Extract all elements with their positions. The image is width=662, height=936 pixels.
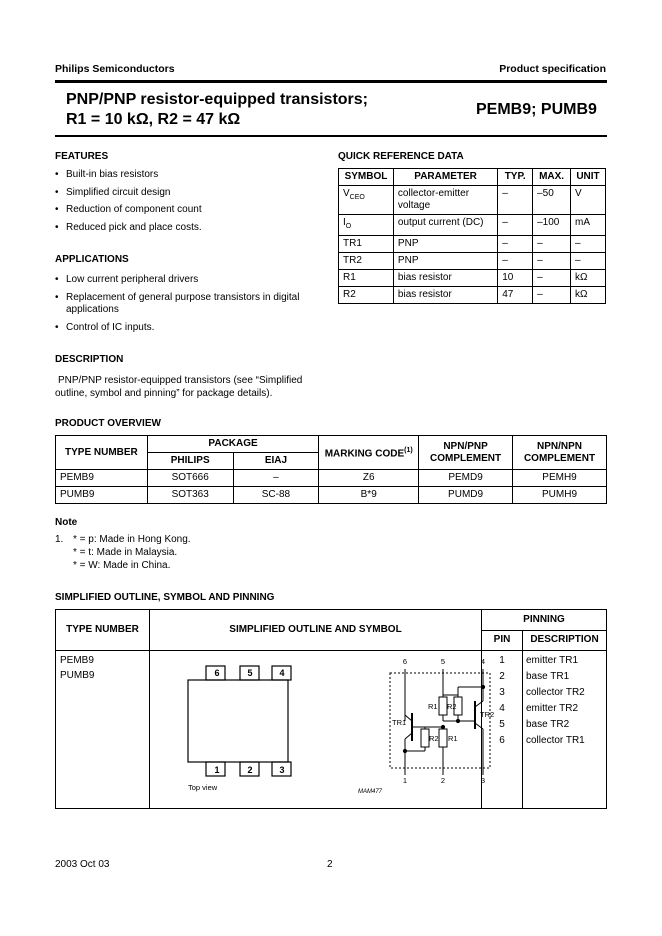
column-header: PINNING xyxy=(523,614,565,625)
resistor-label: R1 xyxy=(448,734,458,743)
resistor-label: R2 xyxy=(447,702,457,711)
symbol-cell: TR2 xyxy=(339,253,394,270)
symbol-cell: R2 xyxy=(339,287,394,304)
symbol-pin-label: 5 xyxy=(440,657,446,666)
package-outline xyxy=(188,666,383,795)
pin-description-list xyxy=(526,653,585,749)
pin-label: 1 xyxy=(214,765,220,775)
pin-description: base TR2 xyxy=(526,719,570,730)
note-heading: Note xyxy=(55,517,78,528)
symbol-cell xyxy=(339,215,394,236)
column-header: NPN/PNP COMPLEMENT xyxy=(419,436,513,470)
typ-cell: 47 xyxy=(498,287,533,304)
resistor-r1-tr1 xyxy=(439,729,447,747)
column-header: PACKAGE xyxy=(147,436,319,453)
pin-description: collector TR2 xyxy=(526,687,585,698)
column-header: MAX. xyxy=(533,169,571,186)
column-header: TYPE NUMBER xyxy=(66,624,139,635)
npn-npn-cell: PUMH9 xyxy=(513,487,607,504)
npn-npn-cell: PEMH9 xyxy=(513,470,607,487)
pinning-section-heading: SIMPLIFIED OUTLINE, SYMBOL AND PINNING xyxy=(55,592,275,603)
column-header: NPN/NPN COMPLEMENT xyxy=(513,436,607,470)
max-cell: –50 xyxy=(533,186,571,215)
symbol: V xyxy=(343,188,350,199)
title-line-1: PNP/PNP resistor-equipped transistors; xyxy=(66,91,368,108)
type-number: PUMB9 xyxy=(60,670,95,681)
tr1-emitter xyxy=(405,733,412,739)
symbol-cell xyxy=(339,186,394,215)
npn-pnp-cell: PEMD9 xyxy=(419,470,513,487)
pin-label: 4 xyxy=(279,668,285,678)
description-heading: DESCRIPTION xyxy=(55,354,124,365)
column-header: EIAJ xyxy=(233,453,319,470)
product-overview-heading: PRODUCT OVERVIEW xyxy=(55,418,161,429)
symbol-pin-label: 6 xyxy=(402,657,408,666)
pin-list xyxy=(482,653,522,749)
pin-number: 1 xyxy=(499,655,505,666)
symbol-cell: R1 xyxy=(339,270,394,287)
max-cell: – xyxy=(533,287,571,304)
typ-cell: – xyxy=(498,253,533,270)
resistor-label: R2 xyxy=(429,734,439,743)
table-row xyxy=(56,470,607,487)
symbol-pin-label: 3 xyxy=(480,776,486,785)
resistor-r2-tr1 xyxy=(421,729,429,747)
parameter-cell: PNP xyxy=(393,236,497,253)
max-cell: – xyxy=(533,253,571,270)
table-row xyxy=(339,253,606,270)
column-header: DESCRIPTION xyxy=(530,634,599,645)
pin-number: 2 xyxy=(499,671,505,682)
parameter-cell: PNP xyxy=(393,253,497,270)
typ-cell: 10 xyxy=(498,270,533,287)
max-cell: – xyxy=(533,270,571,287)
table-row xyxy=(339,215,606,236)
note-number: 1. xyxy=(55,534,64,545)
marking-cell: Z6 xyxy=(319,470,419,487)
top-view-caption: Top view xyxy=(188,783,218,792)
column-header: PIN xyxy=(493,634,511,645)
page-number: 2 xyxy=(327,859,333,870)
pin-number: 6 xyxy=(499,735,505,746)
pinning-table xyxy=(55,609,607,809)
divider xyxy=(522,630,523,808)
symbol-subscript: CEO xyxy=(349,194,365,201)
table-header-row xyxy=(339,169,606,186)
unit-cell: kΩ xyxy=(571,270,606,287)
unit-cell: V xyxy=(571,186,606,215)
list-item: • Low current peripheral drivers xyxy=(55,274,317,287)
column-header xyxy=(319,436,419,470)
pin-label: 3 xyxy=(279,765,285,775)
type-number: PEMB9 xyxy=(60,655,94,666)
drawing-code: MAM477 xyxy=(358,789,383,795)
table-row xyxy=(339,287,606,304)
divider xyxy=(481,630,606,631)
npn-pnp-cell: PUMD9 xyxy=(419,487,513,504)
parameter-cell: output current (DC) xyxy=(393,215,497,236)
junction-dot xyxy=(456,719,459,722)
philips-cell: SOT363 xyxy=(147,487,233,504)
list-item: • Built-in bias resistors xyxy=(55,169,315,182)
marking-cell: B*9 xyxy=(319,487,419,504)
junction-dot xyxy=(441,725,444,728)
type-cell: PEMB9 xyxy=(56,470,148,487)
description-text: PNP/PNP resistor-equipped transistors (see “Simplified outline, symbol and pinning” for package details). xyxy=(55,375,303,399)
page-title xyxy=(66,90,368,130)
transistor-label: TR1 xyxy=(392,718,407,727)
type-cell: PUMB9 xyxy=(56,487,148,504)
pin-description: emitter TR2 xyxy=(526,703,579,714)
typ-cell: – xyxy=(498,215,533,236)
unit-cell: mA xyxy=(571,215,606,236)
pin-description: emitter TR1 xyxy=(526,655,579,666)
max-cell: –100 xyxy=(533,215,571,236)
applications-list xyxy=(55,274,317,339)
package-body xyxy=(188,680,288,762)
symbol-pin-label: 2 xyxy=(440,776,446,785)
table-row xyxy=(339,270,606,287)
symbol-cell: TR1 xyxy=(339,236,394,253)
footer-date: 2003 Oct 03 xyxy=(55,859,110,870)
symbol: I xyxy=(343,217,346,228)
unit-cell: kΩ xyxy=(571,287,606,304)
list-item: • Reduction of component count xyxy=(55,204,315,217)
pin-number: 4 xyxy=(499,703,505,714)
symbol-pin-label: 4 xyxy=(480,657,486,666)
table-header-row xyxy=(56,436,607,453)
pin-label: 6 xyxy=(214,668,220,678)
pin-description: base TR1 xyxy=(526,671,570,682)
list-item: • Control of IC inputs. xyxy=(55,322,317,335)
eiaj-cell: SC-88 xyxy=(233,487,319,504)
column-header: TYPE NUMBER xyxy=(56,436,148,470)
column-header: PARAMETER xyxy=(393,169,497,186)
title-line-2: R1 = 10 kΩ, R2 = 47 kΩ xyxy=(66,111,241,128)
quick-reference-heading: QUICK REFERENCE DATA xyxy=(338,151,464,162)
pin-number: 3 xyxy=(499,687,505,698)
pin-label: 2 xyxy=(247,765,253,775)
list-item: • Simplified circuit design xyxy=(55,187,315,200)
applications-heading: APPLICATIONS xyxy=(55,254,129,265)
document-type: Product specification xyxy=(499,63,606,75)
table-row xyxy=(339,236,606,253)
typ-cell: – xyxy=(498,186,533,215)
pin-label: 5 xyxy=(247,668,253,678)
quick-reference-table xyxy=(338,168,606,304)
column-header: PHILIPS xyxy=(147,453,233,470)
max-cell: – xyxy=(533,236,571,253)
table-row xyxy=(339,186,606,215)
parameter-cell: collector-emitter voltage xyxy=(393,186,497,215)
symbol-pin-label: 1 xyxy=(402,776,408,785)
symbol-subscript: O xyxy=(345,223,352,230)
unit-cell: – xyxy=(571,253,606,270)
note-line: * = t: Made in Malaysia. xyxy=(73,547,178,558)
table-row xyxy=(56,487,607,504)
eiaj-cell: – xyxy=(233,470,319,487)
product-overview-table xyxy=(55,435,607,504)
junction-dot xyxy=(403,749,406,752)
transistor-label: TR2 xyxy=(480,710,495,719)
typ-cell: – xyxy=(498,236,533,253)
list-item: • Replacement of general purpose transistors in digital applications xyxy=(55,292,317,317)
parameter-cell: bias resistor xyxy=(393,287,497,304)
parameter-cell: bias resistor xyxy=(393,270,497,287)
philips-cell: SOT666 xyxy=(147,470,233,487)
part-number: PEMB9; PUMB9 xyxy=(476,101,597,118)
column-header: TYP. xyxy=(498,169,533,186)
resistor-r1-tr2 xyxy=(439,697,447,715)
list-item: • Reduced pick and place costs. xyxy=(55,222,315,235)
resistor-label: R1 xyxy=(428,702,438,711)
title-rule xyxy=(55,135,607,137)
junction-dot xyxy=(481,685,484,688)
type-list xyxy=(60,653,94,683)
column-header: UNIT xyxy=(571,169,606,186)
note-reference: (1) xyxy=(404,446,413,454)
note-line: * = W: Made in China. xyxy=(73,560,171,571)
column-header: SYMBOL xyxy=(339,169,394,186)
features-heading: FEATURES xyxy=(55,151,109,162)
note-line: * = p: Made in Hong Kong. xyxy=(73,534,191,545)
features-list xyxy=(55,169,315,239)
pin-number: 5 xyxy=(499,719,505,730)
company-name: Philips Semiconductors xyxy=(55,63,175,75)
outline-and-symbol-drawing xyxy=(150,651,495,801)
note-lines xyxy=(73,533,191,572)
unit-cell: – xyxy=(571,236,606,253)
marking-code-label: MARKING CODE xyxy=(324,448,405,460)
pin-description: collector TR1 xyxy=(526,735,585,746)
column-header: SIMPLIFIED OUTLINE AND SYMBOL xyxy=(229,624,402,635)
header-rule xyxy=(55,80,607,83)
